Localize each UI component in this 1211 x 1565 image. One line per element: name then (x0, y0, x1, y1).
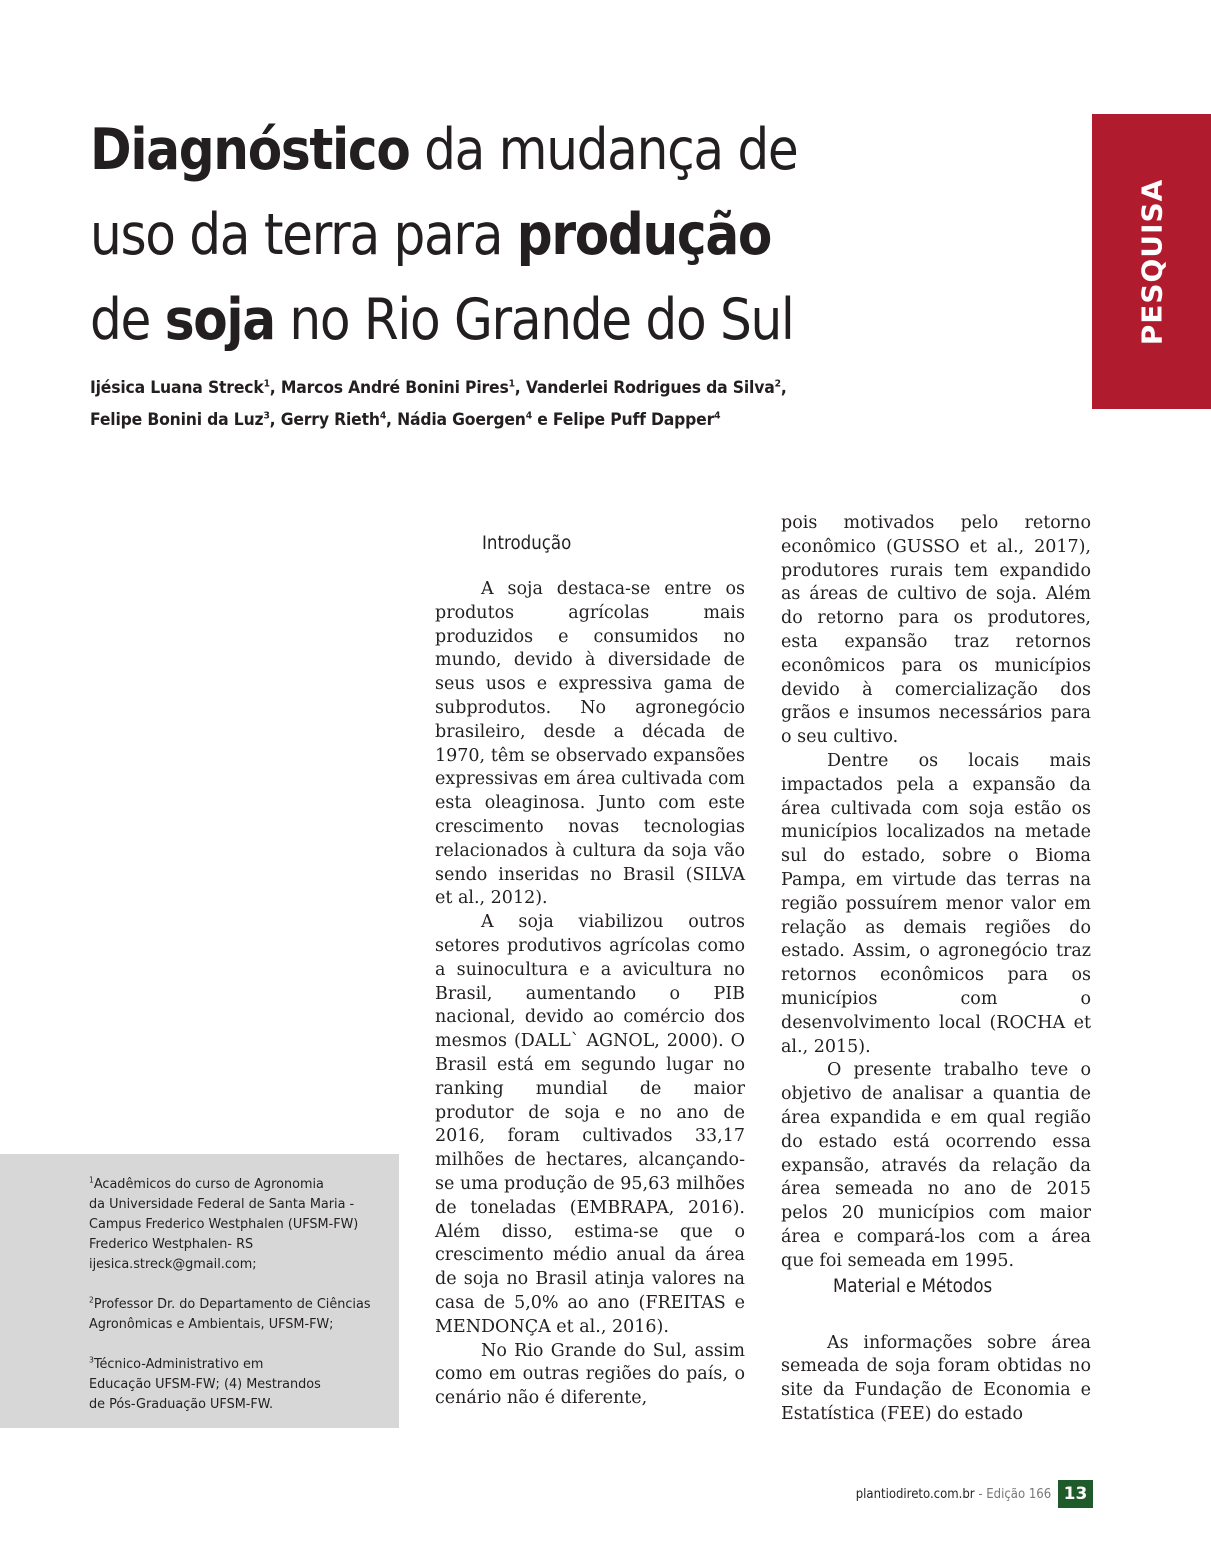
footnote-marker: 1 (89, 1175, 94, 1185)
page-footer (856, 1487, 1051, 1502)
paragraph: Dentre os locais mais impactados pela a expansão da área cultivada com soja estão os municípios localizados na metade sul do estado, sobre o Bioma Pampa, em virtude das terras na região possuírem menor valor em relação as demais regiões do estado. Assim, o agronegócio traz retornos econômicos para os municípios com o desenvolvimento local (ROCHA et al., 2015). (781, 750, 1091, 1057)
author-separator: , (269, 378, 281, 398)
title-bold-3: soja (164, 287, 275, 353)
footnote-line: da Universidade Federal de Santa Maria - (89, 1196, 355, 1212)
footnote-marker: 2 (89, 1295, 94, 1305)
author-name: Marcos André Bonini Pires (280, 378, 509, 398)
title-text-3b: no Rio Grande do Sul (274, 287, 794, 353)
footnote-1 (89, 1174, 374, 1274)
footnotes-content (89, 1174, 374, 1414)
author-affiliation: 4 (525, 410, 532, 422)
author-affiliation: 3 (263, 410, 270, 422)
footnote-line: de Pós-Graduação UFSM-FW. (89, 1396, 274, 1412)
footnote-2 (89, 1294, 374, 1334)
footnote-email: ijesica.streck@gmail.com; (89, 1256, 257, 1272)
author-separator: e (531, 410, 553, 430)
footnote-line (89, 1354, 374, 1374)
title-text-2: uso da terra para (90, 202, 517, 268)
author-list (90, 372, 789, 436)
footnote-line: Campus Frederico Westphalen (UFSM-FW) (89, 1216, 359, 1232)
title-text-3a: de (90, 287, 165, 353)
footnote-line: Agronômicas e Ambientais, UFSM-FW; (89, 1316, 334, 1332)
footnote-line (89, 1294, 374, 1314)
footnote-marker: 3 (89, 1355, 94, 1365)
footnote-line: Frederico Westphalen- RS (89, 1236, 254, 1252)
title-text-1: da mudança de (409, 117, 798, 183)
heading-methods: Material e Métodos (833, 1276, 993, 1297)
title-bold-1: Diagnóstico (90, 117, 410, 183)
footer-separator: - (974, 1487, 987, 1502)
column-1 (435, 578, 745, 1411)
author-name: Ijésica Luana Streck (90, 378, 264, 398)
author-separator: , (514, 378, 526, 398)
footer-edition: Edição 166 (986, 1487, 1051, 1502)
author-affiliation: 1 (508, 378, 515, 390)
paragraph: A soja viabilizou outros setores produtivos agrícolas como a suinocultura e a avicultura no Brasil, aumentando o PIB nacional, devido ao comércio dos mesmos (DALL` AGNOL, 2000). O Brasil está em segundo lugar no ranking mundial de maior produtor de soja e no ano de 2016, foram cultivados 33,17 milhões de hectares, alcançando-se uma produção de 95,63 milhões de toneladas (EMBRAPA, 2016). Além disso, estima-se que o crescimento médio anual da área de soja no Brasil atinja valores na casa de 5,0% ao ano (FREITAS e MENDONÇA et al., 2016). (435, 912, 745, 1337)
author-name: Felipe Puff Dapper (552, 410, 715, 430)
title-bold-2: produção (516, 202, 771, 268)
paragraph: O presente trabalho teve o objetivo de analisar a quantia de área expandida e em qual região do estado está ocorrendo essa expansão, através da relação da área semeada no ano de 2015 pelos 20 municípios com maior área e compará-los com a área que foi semeada em 1995. (781, 1060, 1091, 1271)
footnote-line (89, 1174, 374, 1194)
affiliation-footnotes (0, 1154, 399, 1428)
author-affiliation: 1 (263, 378, 270, 390)
author-name: Gerry Rieth (280, 410, 380, 430)
section-tab-label: PESQUISA (1135, 178, 1168, 345)
author-affiliation: 4 (714, 410, 721, 422)
footer-site: plantiodireto.com.br (855, 1487, 975, 1502)
author-name: Felipe Bonini da Luz (90, 410, 264, 430)
author-affiliation: 4 (379, 410, 387, 422)
footnote-text: Professor Dr. do Departamento de Ciências (93, 1296, 371, 1312)
footnote-3 (89, 1354, 374, 1414)
page-number: 13 (1058, 1480, 1093, 1508)
paragraph: As informações sobre área semeada de soja foram obtidas no site da Fundação de Economia e Estatística (FEE) do estado (781, 1332, 1091, 1424)
footnote-line: Educação UFSM-FW; (4) Mestrandos (89, 1376, 321, 1392)
paragraph: A soja destaca-se entre os produtos agrícolas mais produzidos e consumidos no mundo, devido à diversidade de seus usos e expressiva gama de subprodutos. No agronegócio brasileiro, desde a década de 1970, têm se observado expansões expressivas em área cultivada com esta oleaginosa. Junto com este crescimento novas tecnologias relacionados à cultura da soja vão sendo inseridas no Brasil (SILVA et al., 2012). (435, 579, 745, 909)
heading-introduction: Introdução (482, 533, 572, 554)
author-name: Vanderlei Rodrigues da Silva (525, 378, 775, 398)
author-name: Nádia Goergen (397, 410, 526, 430)
footnote-text: Técnico-Administrativo em (93, 1356, 264, 1372)
paragraph: No Rio Grande do Sul, assim como em outras regiões do país, o cenário não é diferente, (435, 1340, 745, 1409)
author-separator: , (386, 410, 398, 430)
footnote-text: Acadêmicos do curso de Agronomia (93, 1176, 324, 1192)
author-separator: , (780, 378, 787, 398)
author-separator: , (269, 410, 281, 430)
author-affiliation: 2 (774, 378, 781, 390)
article-title (90, 108, 935, 363)
paragraph: pois motivados pelo retorno econômico (GUSSO et al., 2017), produtores rurais tem expandido as áreas de cultivo de soja. Além do retorno para os produtores, esta expansão traz retornos econômicos para os municípios devido à comercialização dos grãos e insumos necessários para o seu cultivo. (781, 513, 1091, 748)
section-tab (1092, 114, 1211, 409)
